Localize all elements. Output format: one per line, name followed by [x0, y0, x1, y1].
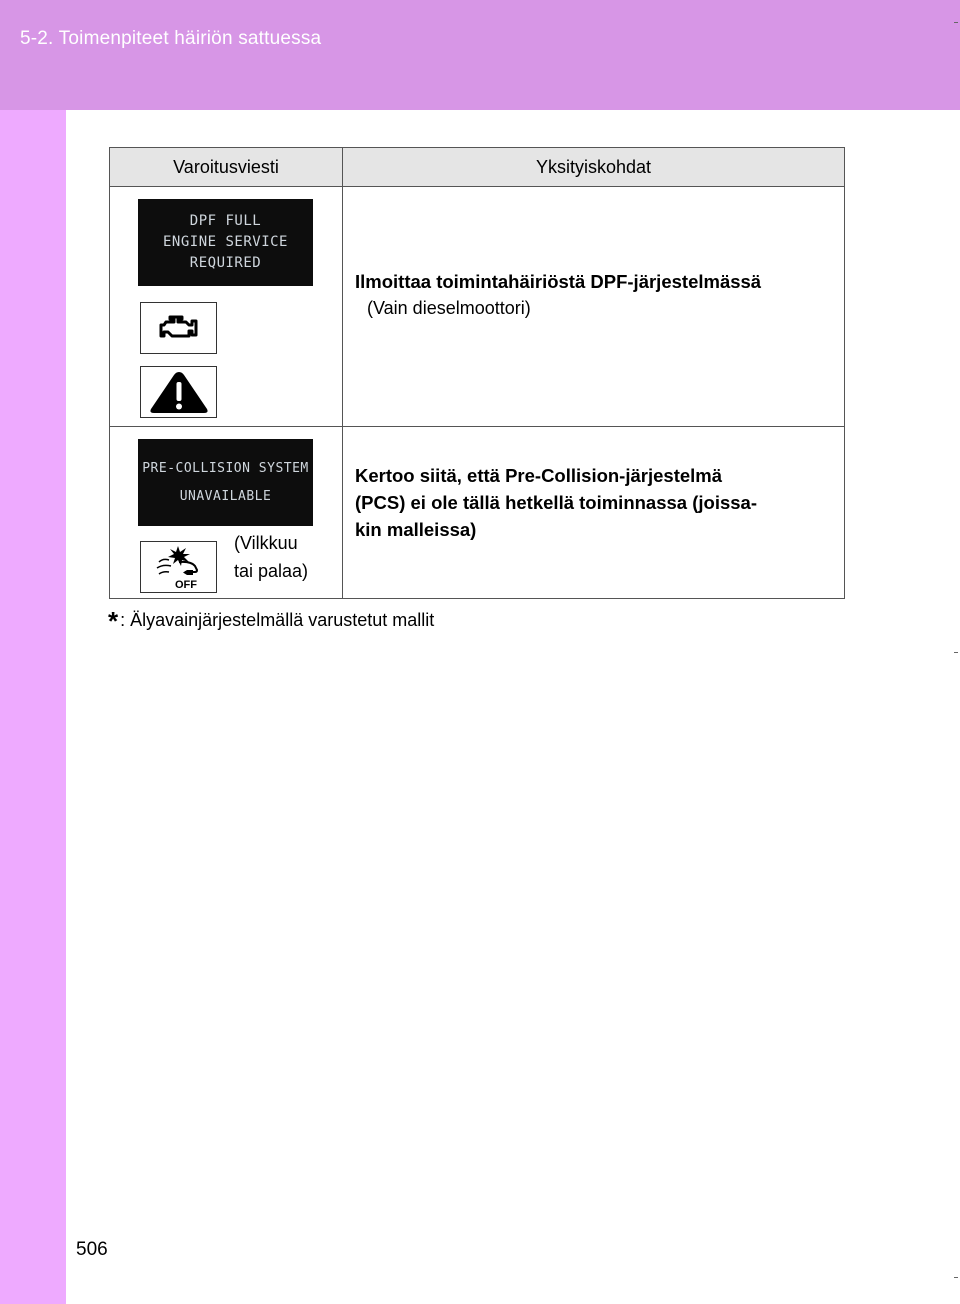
column-header-details: Yksityiskohdat — [343, 148, 845, 187]
crop-mark — [954, 22, 958, 23]
page-number: 506 — [76, 1239, 108, 1260]
warning-visual-cell — [110, 427, 343, 599]
engine-check-icon — [140, 302, 217, 354]
detail-text-line: kin malleissa) — [355, 519, 477, 540]
section-title: 5-2. Toimenpiteet häiriön sattuessa — [20, 28, 322, 49]
pcs-display-message — [138, 439, 313, 526]
display-line: DPF FULL — [189, 213, 262, 229]
blink-note — [234, 529, 308, 585]
table-row — [110, 427, 845, 599]
detail-note: (Vain dieselmoottori) — [367, 297, 531, 318]
page-header — [0, 0, 960, 110]
warning-messages-table — [109, 147, 845, 599]
dpf-display-message — [138, 199, 313, 286]
pcs-off-icon — [140, 541, 217, 593]
side-tab-strip — [0, 110, 66, 1304]
warning-visual-cell — [110, 187, 343, 427]
warning-detail-cell — [343, 427, 845, 599]
detail-text: Ilmoittaa toimintahäiriöstä DPF-järjestelmässä — [355, 270, 762, 292]
footnote-marker: * — [108, 606, 119, 636]
table-header-row — [110, 148, 845, 187]
column-header-warning: Varoitusviesti — [110, 148, 343, 187]
footnote-text: : Älyavainjärjestelmällä varustetut mallit — [120, 610, 435, 630]
table-row — [110, 187, 845, 427]
crop-mark — [954, 1277, 958, 1278]
display-line: UNAVAILABLE — [179, 488, 272, 504]
warning-triangle-icon — [140, 366, 217, 418]
detail-text-line: (PCS) ei ole tällä hetkellä toiminnassa (joissa- — [355, 492, 757, 513]
blink-note-line: (Vilkkuu — [234, 533, 298, 553]
pcs-off-label: OFF — [174, 579, 197, 590]
display-line: REQUIRED — [189, 255, 262, 271]
display-line: PRE-COLLISION SYSTEM — [142, 460, 309, 476]
crop-mark — [954, 652, 958, 653]
blink-note-line: tai palaa) — [234, 561, 309, 581]
footnote — [108, 606, 434, 637]
display-line: ENGINE SERVICE — [162, 234, 288, 250]
detail-text-line: Kertoo siitä, että Pre-Collision-järjestelmä — [355, 465, 723, 486]
warning-detail-cell — [343, 187, 845, 427]
